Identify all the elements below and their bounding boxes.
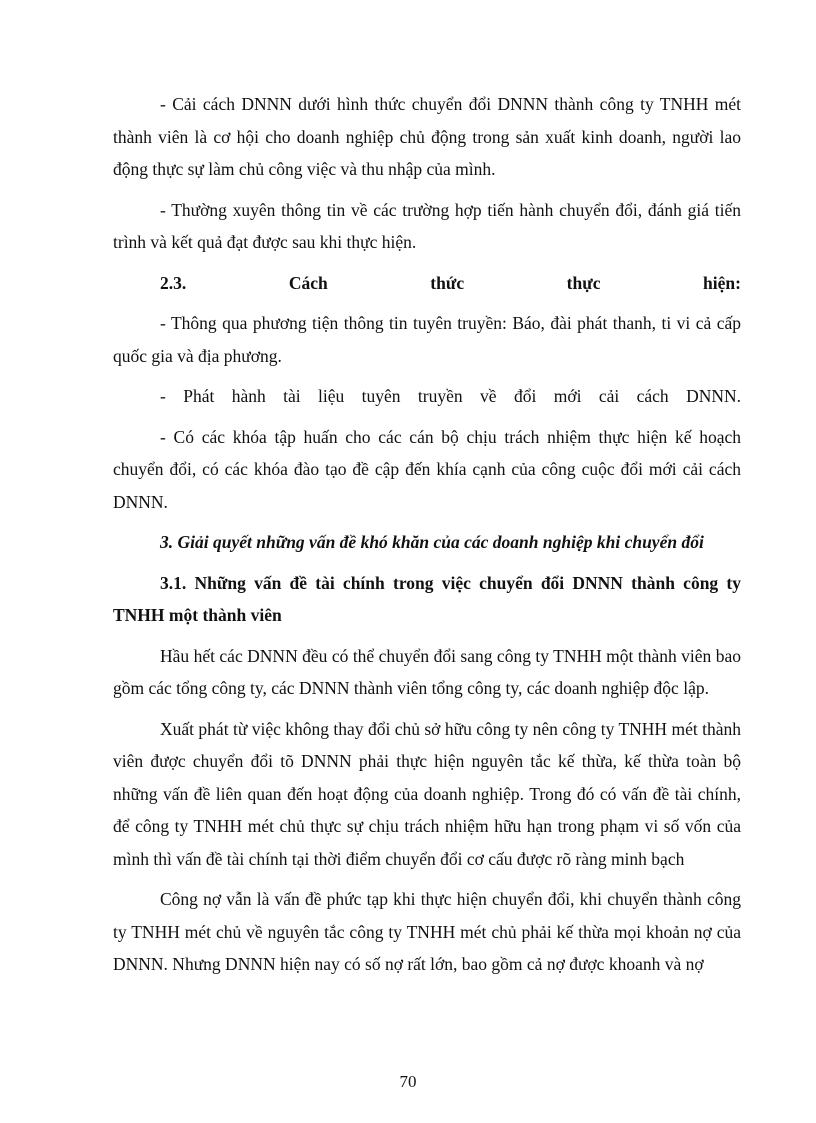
heading-3: 3. Giải quyết những vấn đề khó khăn của các doanh nghiệp khi chuyển đổi (160, 532, 704, 552)
paragraph-most-soe: Hầu hết các DNNN đều có thể chuyển đổi sang công ty TNHH một thành viên bao gồm các tổng công ty, các DNNN thành viên tổng công ty, các doanh nghiệp độc lập. (113, 645, 741, 698)
heading-3-1: 3.1. Những vấn đề tài chính trong việc chuyển đổi DNNN thành công ty TNHH một thành viên (113, 572, 741, 625)
paragraph-media-channels: - Thông qua phương tiện thông tin tuyên truyền: Báo, đài phát thanh, ti vi cả cấp quốc gia và địa phương. (113, 313, 741, 366)
page-number: 70 (399, 1072, 417, 1091)
paragraph-publish-materials: - Phát hành tài liệu tuyên truyền về đổi mới cải cách DNNN. (160, 386, 741, 406)
paragraph-reform-opportunity: - Cải cách DNNN dưới hình thức chuyển đổi DNNN thành công ty TNHH mét thành viên là cơ hội cho doanh nghiệp chủ động trong sản xuất kinh doanh, người lao động thực sự làm chủ công việc và thu nhập của mình. (113, 94, 741, 179)
paragraph-training-courses: - Có các khóa tập huấn cho các cán bộ chịu trách nhiệm thực hiện kế hoạch chuyển đổi, có các khóa đào tạo đề cập đến khía cạnh của công cuộc đổi mới cải cách DNNN. (113, 426, 741, 512)
paragraph-debt-issue: Công nợ vẫn là vấn đề phức tạp khi thực hiện chuyển đổi, khi chuyển thành công ty TNHH mét chủ về nguyên tắc công ty TNHH mét chủ phải kế thừa mọi khoản nợ của DNNN. Nhưng DNNN hiện nay có số nợ rất lớn, bao gồm cả nợ được khoanh và nợ (113, 889, 741, 974)
paragraph-ownership-inheritance: Xuất phát từ việc không thay đổi chủ sở hữu công ty nên công ty TNHH mét thành viên được chuyển đổi tõ DNNN phải thực hiện nguyên tắc kế thừa, kế thừa toàn bộ những vấn đề liên quan đến hoạt động của doanh nghiệp. Trong đó có vấn đề tài chính, để công ty TNHH mét chủ thực sự chịu trách nhiệm hữu hạn trong phạm vi số vốn của mình thì vấn đề tài chính tại thời điểm chuyển đổi cơ cấu được rõ ràng minh bạch (113, 718, 741, 869)
page-body (113, 88, 741, 981)
paragraph-regular-information: - Thường xuyên thông tin về các trường hợp tiến hành chuyển đổi, đánh giá tiến trình và kết quả đạt được sau khi thực hiện. (113, 199, 741, 252)
heading-2-3: 2.3. Cách thức thực hiện: (160, 272, 741, 293)
